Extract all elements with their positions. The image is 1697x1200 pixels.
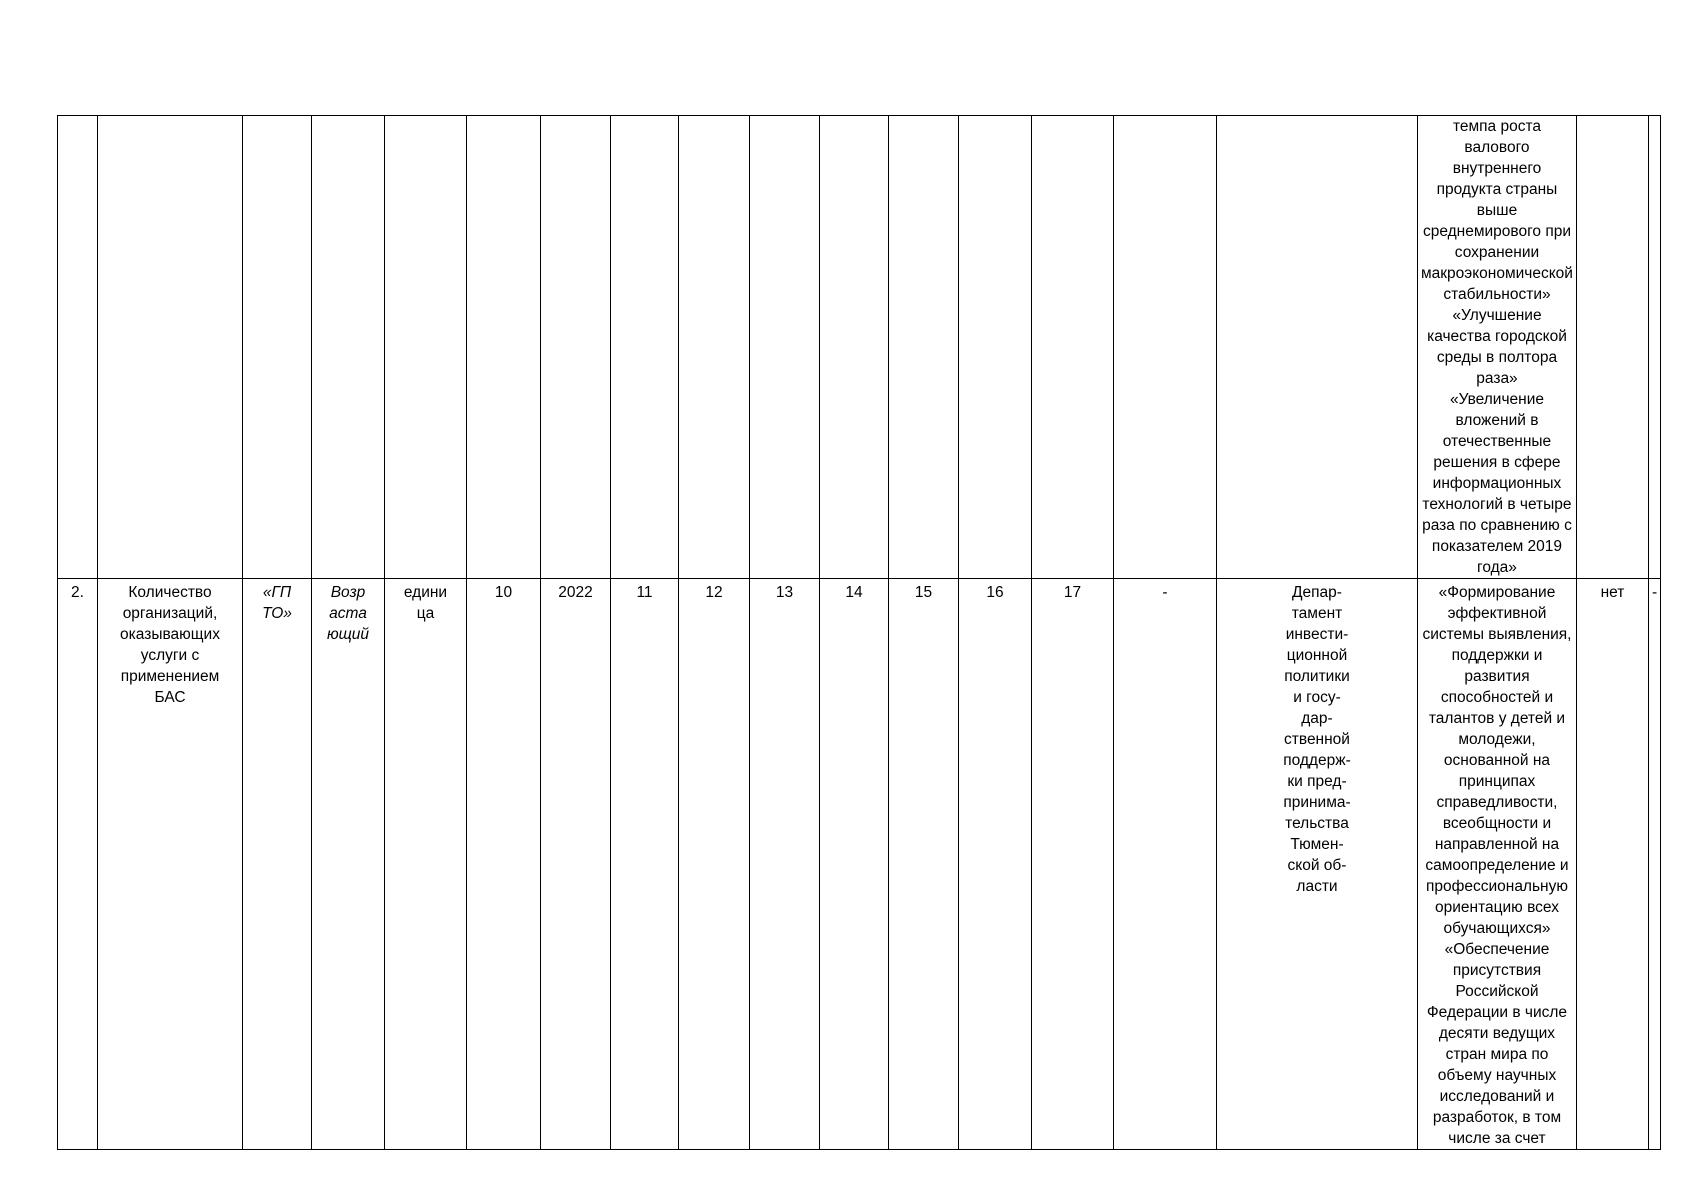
- cell-responsible: Депар- тамент инвести- ционной политики и госу- дар- ственной поддерж- ки пред- принима- тельства Тюмен- ской об- ласти: [1217, 579, 1418, 1150]
- table-row: [58, 116, 1661, 579]
- cell-value-2: [679, 116, 750, 579]
- cell-value-3: [750, 116, 820, 579]
- cell-document: -: [1114, 579, 1217, 1150]
- cell-base-year: 2022: [541, 579, 611, 1150]
- cell-value-4: 14: [820, 579, 889, 1150]
- cell-national-goals: «Формирование эффективной системы выявления, поддержки и развития способностей и талантов у детей и молодежи, основанной на принципах справедливости, всеобщности и направленной на самоопределение и профессиональную ориентацию всех обучающихся» «Обеспечение присутствия Российской Федерации в числе десяти ведущих стран мира по объему научных исследований и разработок, в том числе за счет: [1418, 579, 1577, 1150]
- cell-value-6: 16: [959, 579, 1032, 1150]
- cell-last: [1648, 116, 1660, 579]
- cell-document: [1114, 116, 1217, 579]
- cell-value-5: [889, 116, 959, 579]
- cell-base-value: 10: [467, 579, 541, 1150]
- cell-responsible: [1217, 116, 1418, 579]
- cell-gis: [1576, 116, 1648, 579]
- cell-level: [243, 116, 312, 579]
- cell-gis: нет: [1576, 579, 1648, 1150]
- cell-num: 2.: [58, 579, 98, 1150]
- cell-value-7: [1032, 116, 1114, 579]
- cell-trend: [312, 116, 385, 579]
- cell-num: [58, 116, 98, 579]
- cell-value-1: [611, 116, 679, 579]
- table-row: [58, 579, 1661, 1150]
- cell-last: -: [1648, 579, 1660, 1150]
- cell-unit: едини ца: [385, 579, 467, 1150]
- cell-indicator-name: [98, 116, 243, 579]
- cell-national-goals: темпа роста валового внутреннего продукта страны выше среднемирового при сохранении макроэкономической стабильности» «Улучшение качества городской среды в полтора раза» «Увеличение вложений в отечественные решения в сфере информационных технологий в четыре раза по сравнению с показателем 2019 года»: [1418, 116, 1577, 579]
- cell-value-3: 13: [750, 579, 820, 1150]
- cell-indicator-name: Количество организаций, оказывающих услуги с применением БАС: [98, 579, 243, 1150]
- cell-trend: Возр аста ющий: [312, 579, 385, 1150]
- cell-value-5: 15: [889, 579, 959, 1150]
- cell-value-6: [959, 116, 1032, 579]
- cell-unit: [385, 116, 467, 579]
- cell-base-year: [541, 116, 611, 579]
- cell-value-4: [820, 116, 889, 579]
- cell-level: «ГП ТО»: [243, 579, 312, 1150]
- indicators-table: [57, 115, 1661, 1150]
- cell-value-7: 17: [1032, 579, 1114, 1150]
- cell-value-2: 12: [679, 579, 750, 1150]
- cell-value-1: 11: [611, 579, 679, 1150]
- cell-base-value: [467, 116, 541, 579]
